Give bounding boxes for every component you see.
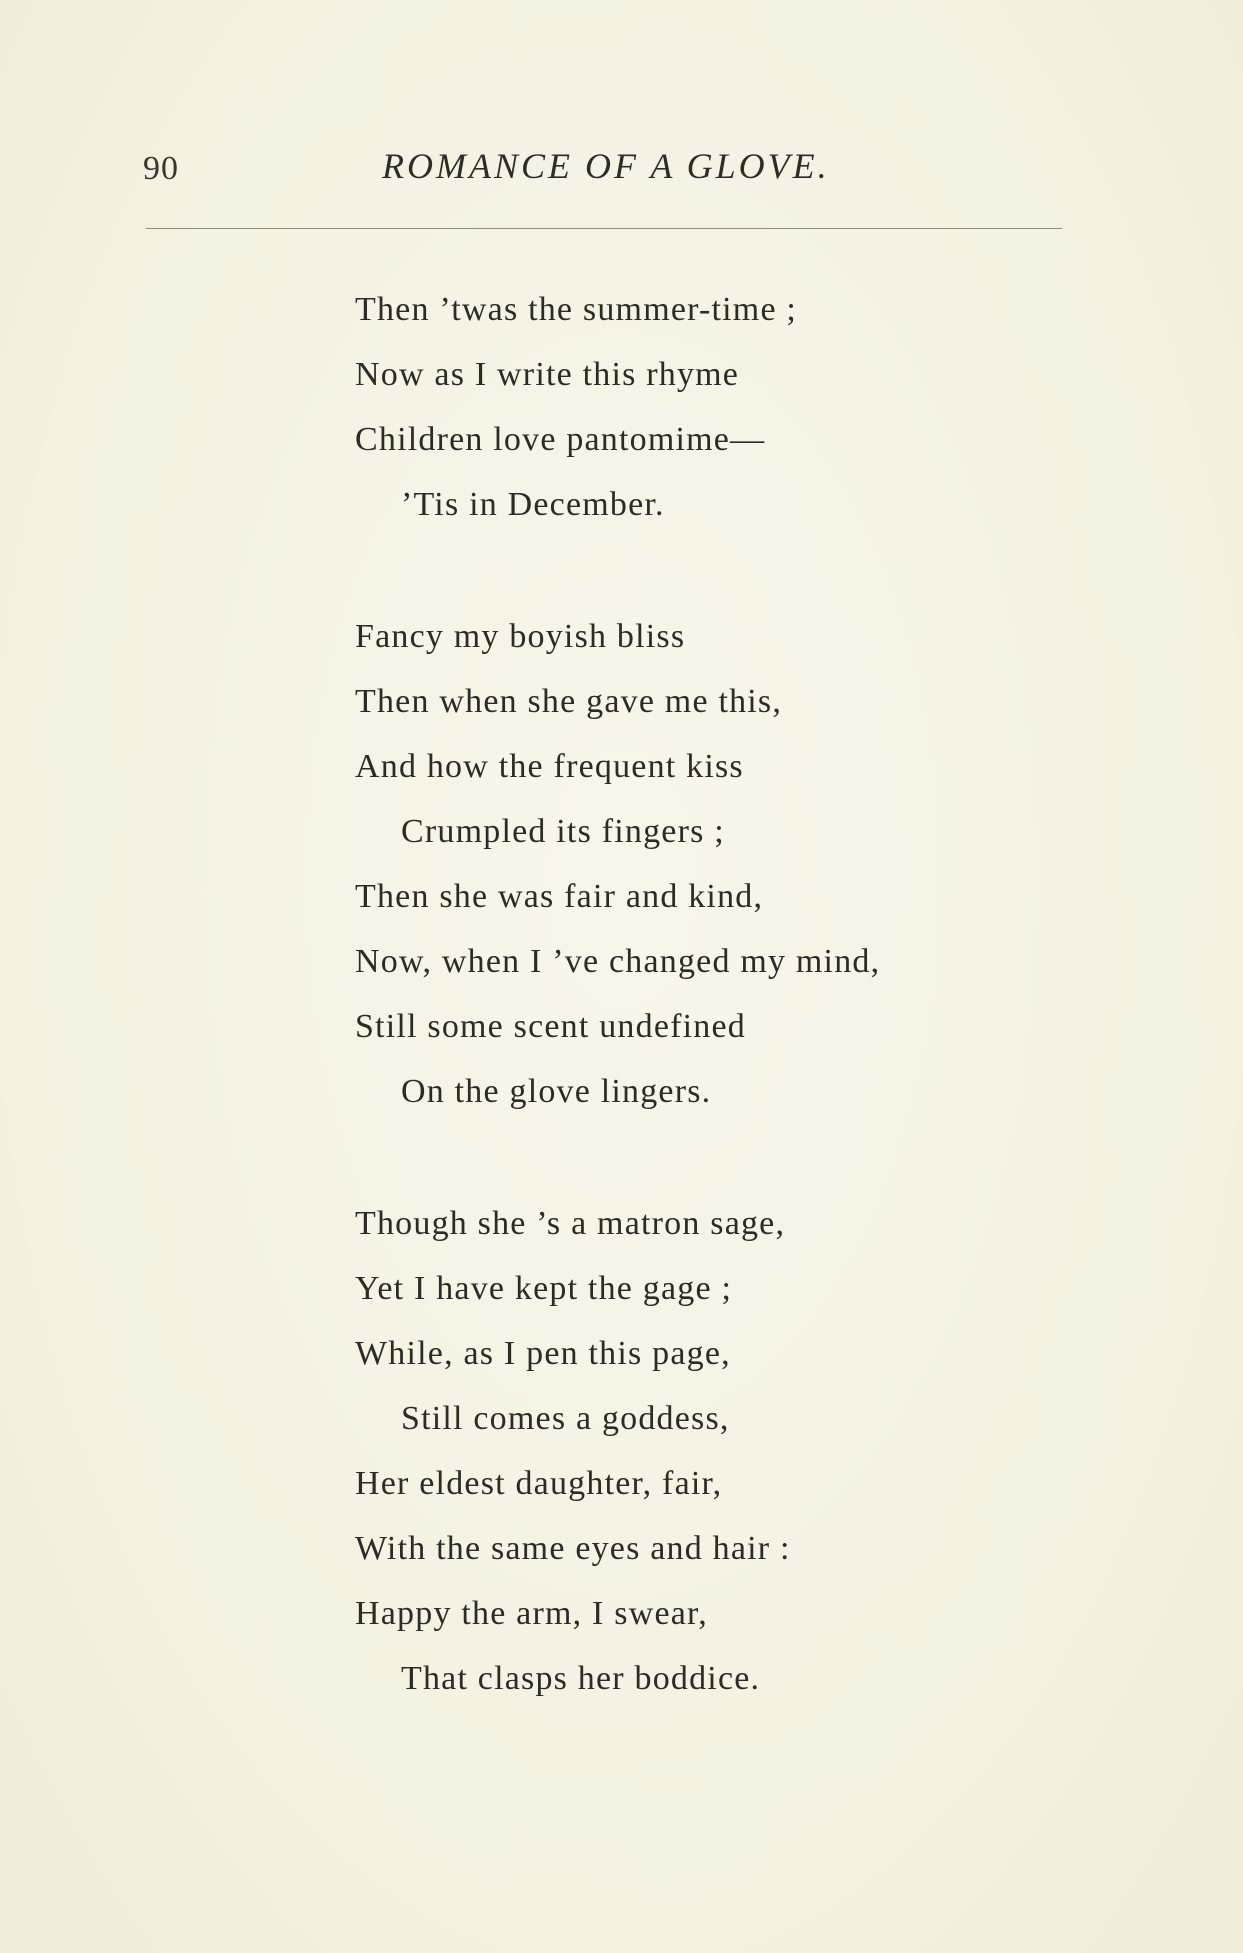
poem-line: Then she was fair and kind, — [355, 878, 764, 915]
poem-line-indented: On the glove lingers. — [401, 1073, 712, 1110]
page-number: 90 — [143, 150, 179, 187]
poem-line-indented: Crumpled its fingers ; — [401, 813, 725, 850]
poem-line: Fancy my boyish bliss — [355, 618, 686, 655]
poem-line: And how the frequent kiss — [355, 748, 744, 785]
header-rule — [146, 228, 1062, 229]
poem-line-indented: That clasps her boddice. — [401, 1660, 761, 1697]
stanza-1 — [355, 277, 1115, 537]
poem-line: Now, when I ’ve changed my mind, — [355, 943, 881, 980]
poem-line-indented: ’Tis in December. — [401, 486, 665, 523]
stanza-2 — [355, 604, 1115, 1124]
poem-line: Now as I write this rhyme — [355, 356, 740, 393]
poem-line: While, as I pen this page, — [355, 1335, 731, 1372]
poem-line: Children love pantomime— — [355, 421, 766, 458]
poem-line: Though she ’s a matron sage, — [355, 1205, 786, 1242]
stanza-3 — [355, 1191, 1115, 1711]
poem-line: Then when she gave me this, — [355, 683, 783, 720]
poem-line: Yet I have kept the gage ; — [355, 1270, 733, 1307]
poem — [355, 277, 1115, 1778]
poem-line-indented: Still comes a goddess, — [401, 1400, 730, 1437]
poem-line: With the same eyes and hair : — [355, 1530, 791, 1567]
running-title: ROMANCE OF A GLOVE. — [382, 146, 830, 186]
poem-line: Her eldest daughter, fair, — [355, 1465, 723, 1502]
poem-line: Still some scent undefined — [355, 1008, 746, 1045]
poem-line: Then ’twas the summer-time ; — [355, 291, 798, 328]
poem-line: Happy the arm, I swear, — [355, 1595, 708, 1632]
